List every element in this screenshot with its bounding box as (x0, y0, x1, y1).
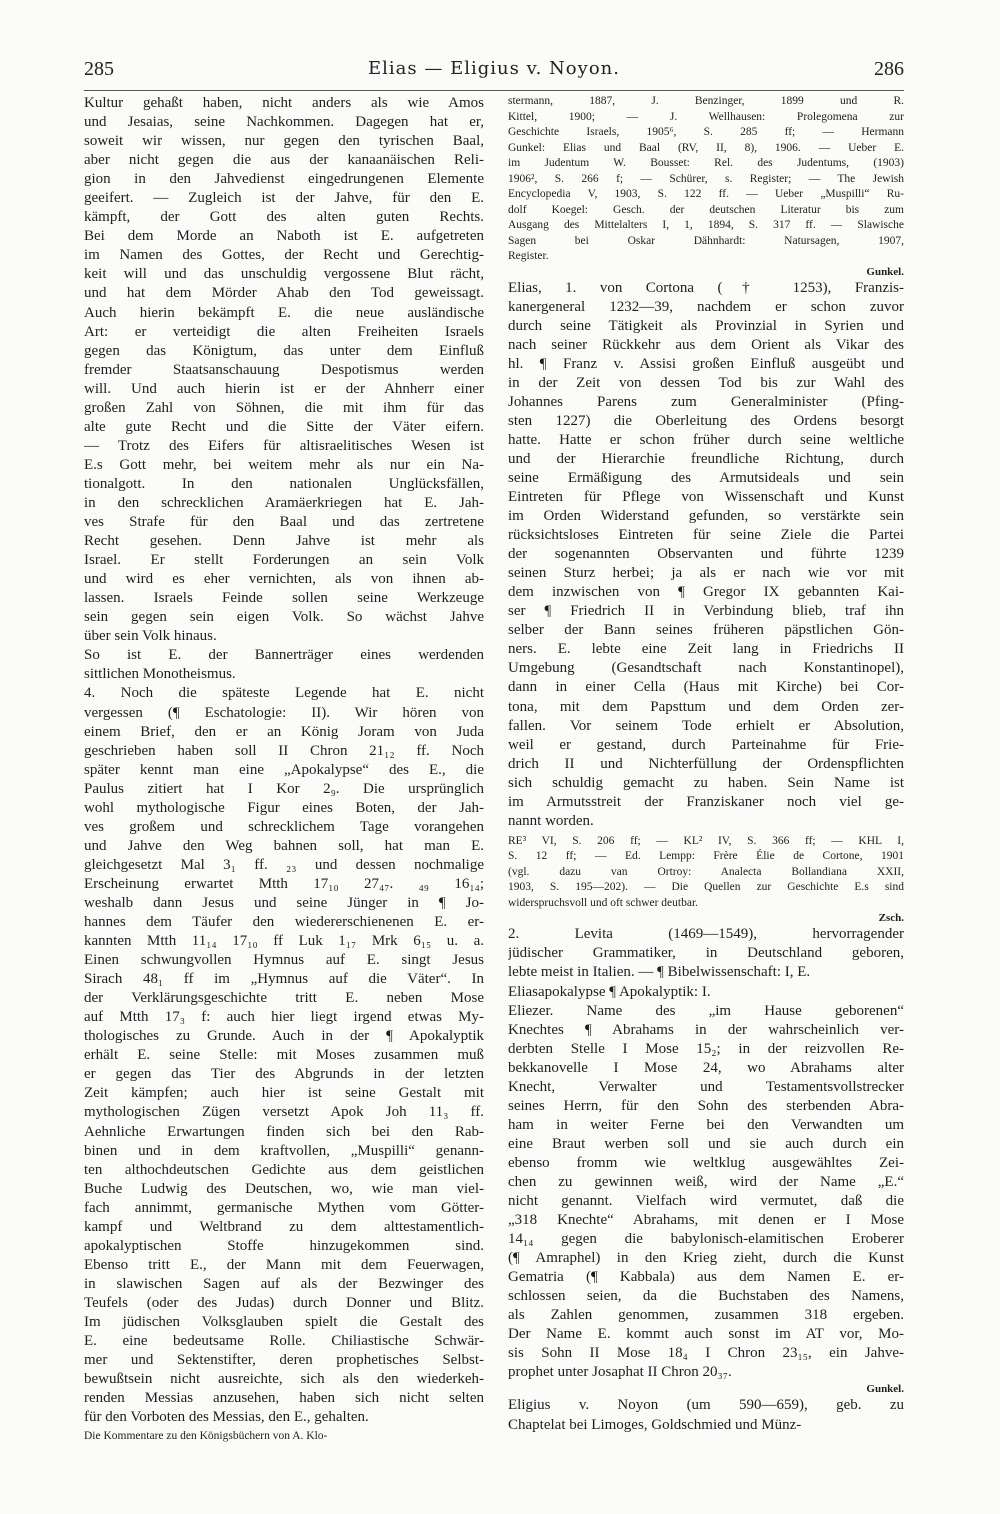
text-line: gegen das Königtum, das unter dem Einfluß (84, 342, 484, 359)
text-line: alte gute Recht und die Sitte der Väter eifern. (84, 418, 484, 435)
text-line: bekkanovelle I Mose 24, wo Abrahams alter (508, 1059, 904, 1076)
text-line: Gematria (¶ Kabbala) aus dem Namen E. er- (508, 1269, 904, 1286)
author-signature: Gunkel. (866, 1383, 904, 1396)
text-line: im Orden Widerstand gefunden, so verstärkte sein (508, 508, 904, 525)
text-line: So ist E. der Bannerträger eines werdenden (84, 647, 484, 664)
text-line: Ebenso tritt E., der Mann mit dem Feuerwagen, (84, 1256, 484, 1273)
text-line: — Trotz des Eifers für altisraelitisches Wesen ist (84, 437, 484, 454)
text-line: in den schrecklichen Aramäerkriegen hat E. Jah- (84, 494, 484, 511)
text-line: und Jahve den Weg bahnen soll, hat man E. (84, 837, 484, 854)
text-line: Art: er verteidigt die alten Freiheiten Israels (84, 323, 484, 340)
bibliography-line: widerspruchsvoll und oft schwer deutbar. (508, 896, 699, 909)
text-line: ves großem und schrecklichem Tage vorangehen (84, 818, 484, 835)
text-line: Teufels (oder des Judas) durch Donner und Blitz. (84, 1294, 484, 1311)
author-signature: Gunkel. (866, 265, 904, 278)
page-header (84, 58, 904, 84)
text-line: hannes dem Täufer den wiedererschienenen E. er- (84, 914, 484, 931)
text-line: Im jüdischen Volksglauben spielt die Gestalt des (84, 1314, 484, 1330)
text-line: sein gegen sein eigen Volk. So wächst Jahve (84, 609, 484, 626)
text-line: (¶ Amraphel) in den Krieg zieht, durch die Kunst (508, 1250, 904, 1267)
text-line: Umgebung (Gesandtschaft nach Konstantinopel), (508, 660, 904, 677)
text-line: kannten Mtth 11₁₄ 17₁₀ ff Luk 1₁₇ Mrk 6₁₅ u. a. (84, 933, 484, 950)
text-line: seinen Sturz herbei; ja als er nach wie vor mit (508, 565, 904, 582)
text-line: „318 Knechte“ Abrahams, mit denen er I Mose (508, 1212, 904, 1229)
text-line: lassen. Israels Feinde sollen seine Werkzeuge (84, 590, 484, 607)
text-line: lebte meist in Italien. — ¶ Bibelwissenschaft: I, E. (508, 964, 811, 981)
text-line: Paulus zitiert hat I Kor 2₉. Die ursprünglich (84, 780, 484, 797)
text-line: und der Hierarchie freundliche Richtung, durch (508, 450, 904, 467)
text-line: Einen schwungvollen Hymnus auf E. singt Jesus (84, 952, 484, 969)
text-line: Knecht, Verwalter und Testamentsvollstrecker (508, 1078, 904, 1095)
text-line: 14₁₄ gegen die babylonisch-elamitischen Eroberer (508, 1231, 904, 1248)
text-line: fach annimmt, germanische Mythen vom Götter- (84, 1199, 484, 1216)
bibliography-line: Gunkel: Elias und Baal (RV, II, 8), 1906. — Ueber E. (508, 141, 904, 154)
text-line: will. Und auch hierin ist er der Ahnherr einer (84, 380, 484, 397)
bibliography-line: Encyclopedia V, 1903, S. 122 ff. — Ueber „Muspilli“ Ru- (508, 188, 904, 200)
left-column (84, 94, 484, 1445)
text-line: Aehnliche Erwartungen finden sich bei den Rab- (84, 1123, 484, 1140)
text-line: Sirach 48₁ ff im „Hymnus auf die Väter“. In (84, 971, 484, 988)
text-line: soweit wir wissen, nur gegen den tyrischen Baal, (84, 133, 484, 150)
text-line: nicht genannt. Vielfach wird vermutet, daß die (508, 1193, 904, 1210)
text-line: Auch hierin bekämpft E. die neue ausländische (84, 304, 484, 321)
text-line: wohl mythologische Figur eines Boten, der Jah- (84, 799, 484, 816)
text-line: Buche Ludwig des Deutschen, wo, wie man viel- (84, 1180, 484, 1197)
text-line: der Verklärungsgeschichte tritt E. neben Mose (84, 990, 484, 1007)
text-line: eine Braut werben soll und sie auch durch ein (508, 1135, 904, 1152)
text-line: thologisches zu Grunde. Auch in der ¶ Apokalyptik (84, 1028, 484, 1045)
text-line: dem inzwischen von ¶ Gregor IX gebannten Kai- (508, 584, 904, 601)
text-line: weil er gestand, durch Parteinahme für Frie- (508, 736, 904, 753)
text-line: chen zu gewinnen weiß, wird der Name „E.“ (508, 1173, 904, 1190)
text-line: ves Strafe für den Baal und das zertretene (84, 514, 484, 531)
text-line: sich schuldig gemacht zu haben. Sein Name ist (508, 774, 904, 791)
text-line: später kennt man eine „Apokalypse“ des E., die (84, 761, 484, 778)
text-line: keit will und das unschuldig vergossene Blut rächt, (84, 266, 484, 283)
text-line: und hat dem Mörder Ahab den Tod geweissagt. (84, 285, 484, 302)
text-line: ser ¶ Friedrich II in Verbindung blieb, traf ihn (508, 603, 904, 620)
text-line: derbten Stelle I Mose 15₂; in der reizvollen Re- (508, 1040, 904, 1057)
text-line: fremder Staatsanschauung Despotismus werden (84, 361, 484, 378)
bibliography-line: (vgl. dazu van Ortroy: Analecta Bollandiana XXII, (508, 865, 904, 878)
text-line: hl. ¶ Franz v. Assisi großen Einfluß ausgeübt und (508, 355, 904, 372)
text-line: ten althochdeutschen Gedichte aus dem geistlichen (84, 1161, 484, 1178)
text-line: gion in den Jahvedienst eingedrungenen Elemente (84, 171, 484, 188)
text-line: mythologischen Zügen versetzt Apok Joh 11₃ ff. (84, 1104, 484, 1121)
text-line: seine Ermäßigung des Armutsideals und sein (508, 469, 904, 486)
text-line: nach seiner Rückkehr aus dem Orient als Vikar des (508, 336, 904, 353)
text-line: Johannes Parens zum Generalminister (Pfing- (508, 393, 904, 410)
text-line: und wird es eher vernichten, als von ihnen ab- (84, 571, 484, 588)
text-line: Zeit kämpfen; auch hier ist seine Gestalt mit (84, 1085, 484, 1102)
text-line: Eintreten für Pflege von Wissenschaft und Kunst (508, 489, 904, 506)
text-line: großen Zahl von Söhnen, die mit ihm für das (84, 399, 484, 416)
text-line: weshalb dann Jesus und seine Jünger in ¶ Jo- (84, 894, 484, 911)
text-line: E.s Gott mehr, bei weitem mehr als nur ein Na- (84, 456, 484, 473)
text-line: Bei dem Morde an Naboth ist E. aufgetreten (84, 228, 484, 245)
text-line: sten 1227) die Oberleitung des Ordens besorgt (508, 412, 904, 429)
text-line: Eliezer. Name des „im Hause geborenen“ (508, 1002, 904, 1019)
text-line: bewußtsein nicht ausreichte, sich als den wiederkeh- (84, 1371, 484, 1388)
text-line: Eliasapokalypse ¶ Apokalyptik: I. (508, 983, 711, 1000)
text-line: schlossen seien, da die Buchstaben des Namens, (508, 1288, 904, 1305)
text-line: drich II und Nichterfüllung der Ordenspflichten (508, 755, 904, 772)
text-line: rücksichtsloses Eintreten für seine Ziele die Partei (508, 527, 904, 544)
text-line: ebenso fromm wie weltklug ausgewähltes Zei- (508, 1154, 904, 1171)
header-rule (84, 90, 904, 91)
bibliography-line: Geschichte Israels, 1905⁶, S. 285 ff; — Hermann (508, 126, 904, 138)
bibliography-line: Register. (508, 250, 549, 262)
text-line: aber nicht gegen die aus der kanaanäischen Reli- (84, 152, 484, 169)
text-line: ham in weiter Ferne bei den Verwandten um (508, 1116, 904, 1133)
bibliography-line: Sagen bei Oskar Dähnhardt: Natursagen, 1907, (508, 234, 904, 247)
text-line: vergessen (¶ Eschatologie: II). Wir hören von (84, 704, 484, 721)
text-line: auf Mtth 17₃ f: auch hier liegt irgend etwas My- (84, 1009, 484, 1026)
text-line: erhält E. seine Stelle: mit Moses zusammen muß (84, 1047, 484, 1064)
text-line: gleichgesetzt Mal 3₁ ff. ₂₃ und dessen nochmalige (84, 856, 484, 873)
text-line: Eligius v. Noyon (um 590—659), geb. zu (508, 1397, 904, 1414)
author-signature: Zsch. (878, 912, 904, 925)
text-line: renden Messias anzusehen, haben sich nicht selten (84, 1390, 484, 1407)
text-line: im Armutsstreit der Franziskaner noch viel ge- (508, 793, 904, 810)
text-line: der sogenannten Observanten und führte 1239 (508, 546, 904, 563)
bibliography-block (508, 834, 904, 912)
text-line: hatte. Hatte er schon früher durch seine weltliche (508, 431, 904, 448)
bibliography-line: S. 12 ff; — Ed. Lempp: Frère Élie de Cortone, 1901 (508, 850, 904, 863)
text-line: sittlichen Monotheismus. (84, 666, 236, 683)
text-line: 2. Levita (1469—1549), hervorragender (508, 926, 904, 943)
right-column (508, 94, 904, 1435)
bibliography-line: Ausgang des Mittelalters I, 1, 1894, S. 317 ff. — Slawische (508, 219, 904, 231)
text-line: mer und Sektenstifter, deren prophetisches Selbst- (84, 1352, 484, 1369)
text-line: durch seine Tätigkeit als Provinzial in Syrien und (508, 317, 904, 334)
bibliography-line: stermann, 1887, J. Benzinger, 1899 und R. (508, 95, 904, 107)
text-line: Israel. Er stellt Forderungen an sein Volk (84, 552, 484, 569)
text-line: einem Brief, den er an König Joram von Juda (84, 723, 484, 740)
text-line: tona, mit dem Papsttum und dem Orden zer- (508, 698, 904, 715)
bibliography-line: im Judentum W. Bousset: Rel. des Judentums, (1903) (508, 157, 904, 169)
text-line: er gegen das Tier des Abgrunds in der letzten (84, 1066, 484, 1083)
bibliography-line: dolf Koegel: Gesch. der deutschen Literatur bis zum (508, 203, 904, 216)
text-line: nannt worden. (508, 812, 594, 829)
text-line: kanergeneral 1232—39, nachdem er schon zuvor (508, 298, 904, 315)
text-line: Elias, 1. von Cortona († 1253), Franzis- (508, 279, 904, 296)
bibliography-line: Kittel, 1900; — J. Wellhausen: Prolegomena zur (508, 110, 904, 123)
text-line: über sein Volk hinaus. (84, 628, 217, 645)
text-line: Erscheinung erwartet Mtth 17₁₀ 27₄₇. ₄₉ 16₁₄; (84, 875, 484, 892)
text-line: in der Zeit von dessen Tod bis zur Wahl des (508, 374, 904, 391)
text-line: dann in einer Cella (Haus mit Kirche) bei Cor- (508, 679, 904, 696)
text-line: Kultur gehaßt haben, nicht anders als wie Amos (84, 95, 484, 111)
text-line: Chaptelat bei Limoges, Goldschmied und Münz- (508, 1416, 802, 1433)
text-line: im Namen des Gottes, der Recht und Gerechtig- (84, 247, 484, 264)
text-line: kampf und Weltbrand zu dem alttestamentlich- (84, 1218, 484, 1235)
bibliography-block (508, 94, 904, 265)
text-line: ners. E. lebte eine Zeit lang in Friedrichs II (508, 641, 904, 658)
text-line: jüdischer Grammatiker, in Deutschland geboren, (508, 945, 904, 962)
bibliography-line: RE³ VI, S. 206 ff; — KL² IV, S. 366 ff; — KHL I, (508, 834, 904, 847)
text-line: Knechtes ¶ Abrahams in der wahrscheinlich ver- (508, 1021, 904, 1038)
text-line: binen und in dem kraftvollen, „Muspilli“ genann- (84, 1142, 484, 1159)
text-line: selber der Bann seines früheren päpstlichen Gön- (508, 622, 904, 639)
text-line: E. eine bedeutsame Rolle. Chiliastische Schwär- (84, 1333, 484, 1350)
footnote-line: Die Kommentare zu den Königsbüchern von A. Klo- (84, 1430, 328, 1443)
text-line: geschrieben haben soll II Chron 21₁₂ ff. Noch (84, 742, 484, 759)
text-line: in slawischen Sagen auf als der Bezwinger des (84, 1275, 484, 1292)
right-page-number: 286 (874, 58, 904, 80)
text-line: 4. Noch die späteste Legende hat E. nicht (84, 685, 484, 702)
text-line: prophet unter Josaphat II Chron 20₃₇. (508, 1364, 732, 1381)
bibliography-line: 1906², S. 266 f; — Schürer, s. Register; — The Jewish (508, 172, 904, 185)
text-line: fallen. Vor seinem Tode erhielt er Absolution, (508, 717, 904, 734)
text-line: als Zahlen genommen, zusammen 318 ergeben. (508, 1307, 904, 1324)
text-line: apokalyptischen Stoffe hinzugekommen sind. (84, 1237, 484, 1254)
text-line: kämpft, der Gott des alten guten Rechts. (84, 209, 484, 226)
text-line: Recht gesehen. Denn Jahve ist mehr als (84, 533, 484, 550)
running-title: Elias — Eligius v. Noyon. (368, 58, 620, 79)
text-line: geeifert. — Zugleich ist der Jahve, für den E. (84, 190, 484, 207)
text-line: und Jesaias, seine Nachkommen. Dagegen hat er, (84, 114, 484, 131)
text-line: sis Sohn II Mose 18₄ I Chron 23₁₅, ein Jahve- (508, 1345, 904, 1362)
text-line: für den Vorboten des Messias, den E., gehalten. (84, 1409, 369, 1426)
text-line: seines Herrn, für den Sohn des sterbenden Abra- (508, 1097, 904, 1114)
text-line: tionalgott. In den nationalen Unglücksfällen, (84, 475, 484, 492)
left-page-number: 285 (84, 58, 114, 80)
bibliography-line: 1903, S. 195—202). — Die Quellen zur Geschichte E.s sind (508, 881, 904, 894)
text-line: Der Name E. kommt auch sonst im AT vor, Mo- (508, 1326, 904, 1343)
